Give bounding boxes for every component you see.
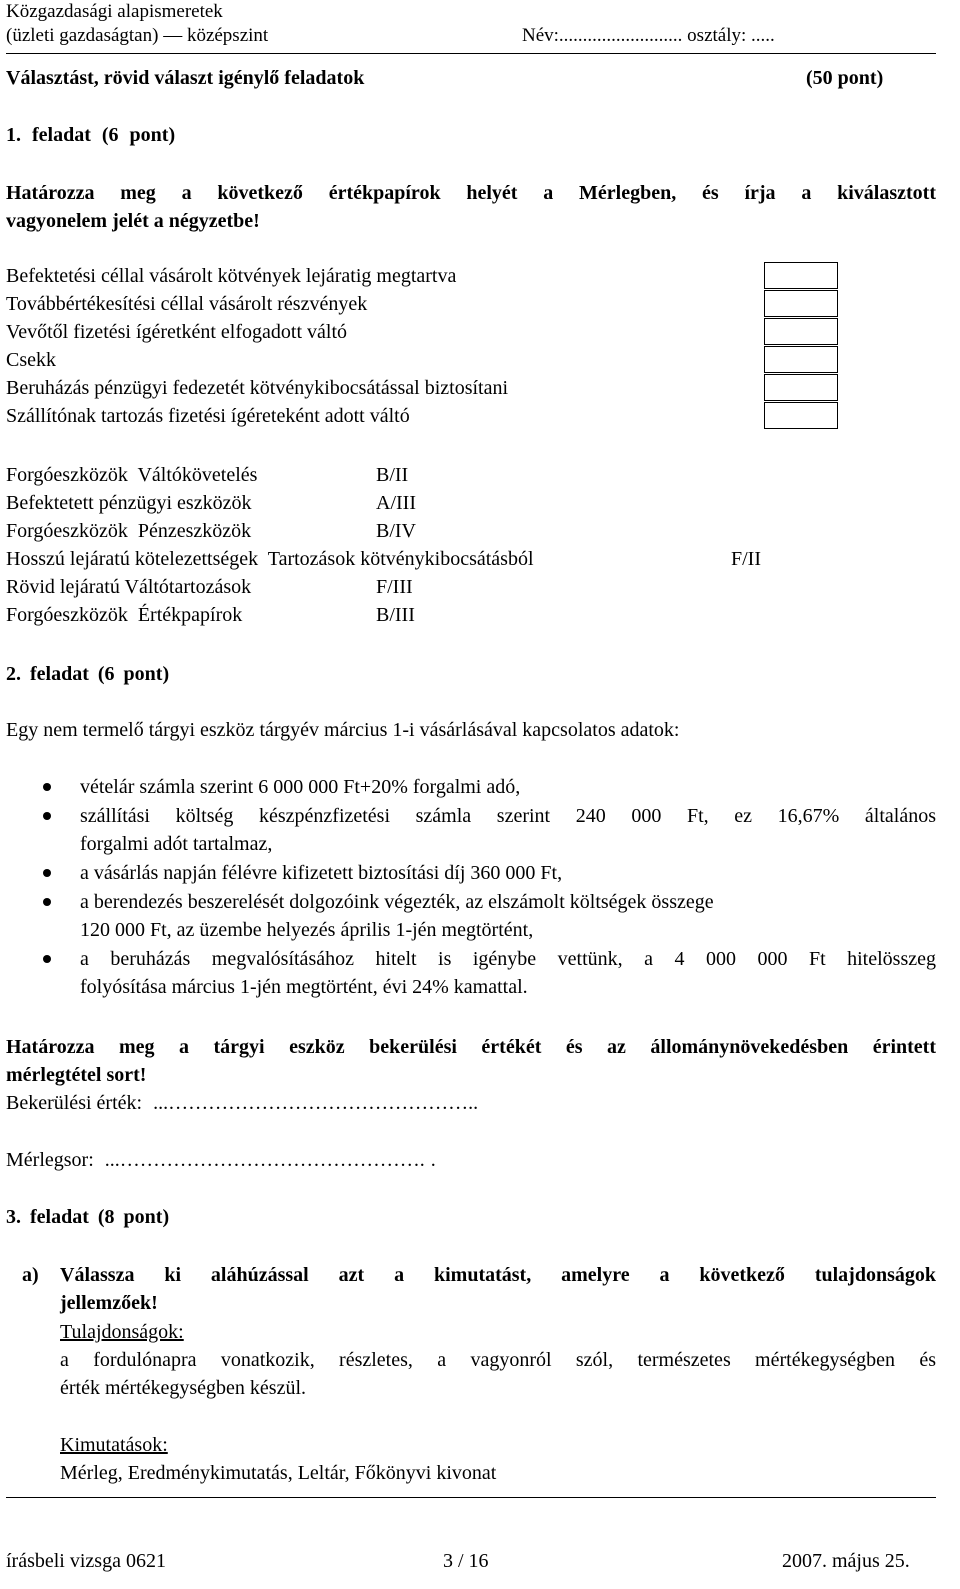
properties-label: Tulajdonságok:	[60, 1321, 184, 1343]
task3-heading: 3. feladat (8 pont)	[6, 1206, 170, 1228]
answer1-field[interactable]: ...………………………………………..	[153, 1092, 479, 1114]
answer-box[interactable]	[764, 290, 838, 317]
footer-page-number: 3 / 16	[443, 1550, 489, 1572]
option-label: Rövid lejáratú Váltótartozások	[6, 576, 252, 598]
task2-question-line2: mérlegtétel sort!	[6, 1064, 147, 1086]
answer2-row	[6, 1146, 436, 1174]
list-item-line: a berendezés beszerelését dolgozóink végezték, az elszámolt költségek összege	[80, 891, 714, 913]
header-rule	[6, 53, 936, 54]
header-level: (üzleti gazdaságtan) — középszint	[6, 25, 269, 46]
task1-item: Vevőtől fizetési ígéretként elfogadott váltó	[6, 321, 347, 343]
task3-part-a-line2: jellemzőek!	[60, 1292, 158, 1314]
list-item-line: a vásárlás napján félévre kifizetett biztosítási díj 360 000 Ft,	[80, 862, 563, 884]
section-title: Választást, rövid választ igénylő feladatok	[6, 67, 365, 89]
option-code: F/III	[376, 576, 413, 598]
bullet-icon	[43, 812, 51, 820]
option-code: B/III	[376, 604, 415, 626]
task1-instruction-line1: Határozza meg a következő értékpapírok helyét a Mérlegben, és írja a kiválasztott	[6, 182, 936, 204]
statements-label: Kimutatások:	[60, 1434, 168, 1456]
answer2-end: .	[430, 1149, 436, 1171]
answer2-label: Mérlegsor:	[6, 1149, 94, 1171]
list-item	[80, 773, 936, 801]
task1-item: Továbbértékesítési céllal vásárolt részvények	[6, 293, 368, 315]
footer-rule	[6, 1497, 936, 1498]
option-label: Forgóeszközök Értékpapírok	[6, 604, 243, 626]
section-points: (50 pont)	[806, 67, 884, 89]
answer-box[interactable]	[764, 402, 838, 429]
list-item	[80, 802, 936, 858]
task3-part-a-label: a)	[22, 1264, 39, 1286]
list-item-line: 120 000 Ft, az üzembe helyezés április 1-jén megtörtént,	[80, 919, 534, 941]
bullet-icon	[43, 955, 51, 963]
header-subject: Közgazdasági alapismeretek	[6, 1, 223, 22]
statements-options[interactable]: Mérleg, Eredménykimutatás, Leltár, Főkönyvi kivonat	[60, 1462, 497, 1484]
option-label: Befektetett pénzügyi eszközök	[6, 492, 252, 514]
list-item-line: a beruházás megvalósításához hitelt is igénybe vettünk, a 4 000 000 Ft hitelösszeg	[80, 948, 936, 970]
option-label: Forgóeszközök Pénzeszközök	[6, 520, 252, 542]
task1-heading: 1. feladat (6 pont)	[6, 124, 176, 146]
option-code: B/IV	[376, 520, 416, 542]
answer1-row	[6, 1089, 478, 1117]
option-code: A/III	[376, 492, 416, 514]
task1-item: Szállítónak tartozás fizetési ígéreteként adott váltó	[6, 405, 410, 427]
task3-part-a-line1: Válassza ki aláhúzással azt a kimutatást, amelyre a következő tulajdonságok	[60, 1264, 936, 1286]
bullet-icon	[43, 869, 51, 877]
answer1-label: Bekerülési érték:	[6, 1092, 143, 1114]
list-item-line: forgalmi adót tartalmaz,	[80, 833, 273, 855]
option-code: B/II	[376, 464, 409, 486]
footer-left: írásbeli vizsga 0621	[6, 1550, 166, 1572]
properties-line1: a fordulónapra vonatkozik, részletes, a vagyonról szól, természetes mértékegységben és	[60, 1349, 936, 1371]
list-item	[80, 888, 936, 944]
task1-item: Beruházás pénzügyi fedezetét kötvénykibocsátással biztosítani	[6, 377, 509, 399]
answer-box[interactable]	[764, 318, 838, 345]
option-label: Hosszú lejáratú kötelezettségek Tartozások kötvénykibocsátásból	[6, 548, 534, 570]
properties-line2: érték mértékegységben készül.	[60, 1377, 307, 1399]
task1-item: Csekk	[6, 349, 56, 371]
list-item-line: szállítási költség készpénzfizetési számla szerint 240 000 Ft, ez 16,67% általános	[80, 805, 936, 827]
list-item-line: vételár számla szerint 6 000 000 Ft+20% forgalmi adó,	[80, 776, 521, 798]
bullet-icon	[43, 898, 51, 906]
answer-box[interactable]	[764, 262, 838, 289]
task2-question-line1: Határozza meg a tárgyi eszköz bekerülési értékét és az állománynövekedésben érintett	[6, 1036, 936, 1058]
footer-date: 2007. május 25.	[782, 1550, 910, 1572]
option-label: Forgóeszközök Váltókövetelés	[6, 464, 258, 486]
bullet-icon	[43, 783, 51, 791]
list-item-line: folyósítása március 1-jén megtörtént, évi 24% kamattal.	[80, 976, 528, 998]
answer-box[interactable]	[764, 374, 838, 401]
option-code: F/II	[731, 548, 761, 570]
header-name-field: Név:.......................... osztály: .....	[522, 25, 775, 46]
answer2-field[interactable]: ...……………………………………….	[104, 1149, 425, 1171]
list-item	[80, 945, 936, 1001]
task2-heading: 2. feladat (6 pont)	[6, 663, 170, 685]
answer-box[interactable]	[764, 346, 838, 373]
list-item	[80, 859, 936, 887]
task1-instruction-line2: vagyonelem jelét a négyzetbe!	[6, 210, 260, 232]
task2-intro: Egy nem termelő tárgyi eszköz tárgyév március 1-i vásárlásával kapcsolatos adatok:	[6, 719, 680, 741]
task1-item: Befektetési céllal vásárolt kötvények lejáratig megtartva	[6, 265, 457, 287]
